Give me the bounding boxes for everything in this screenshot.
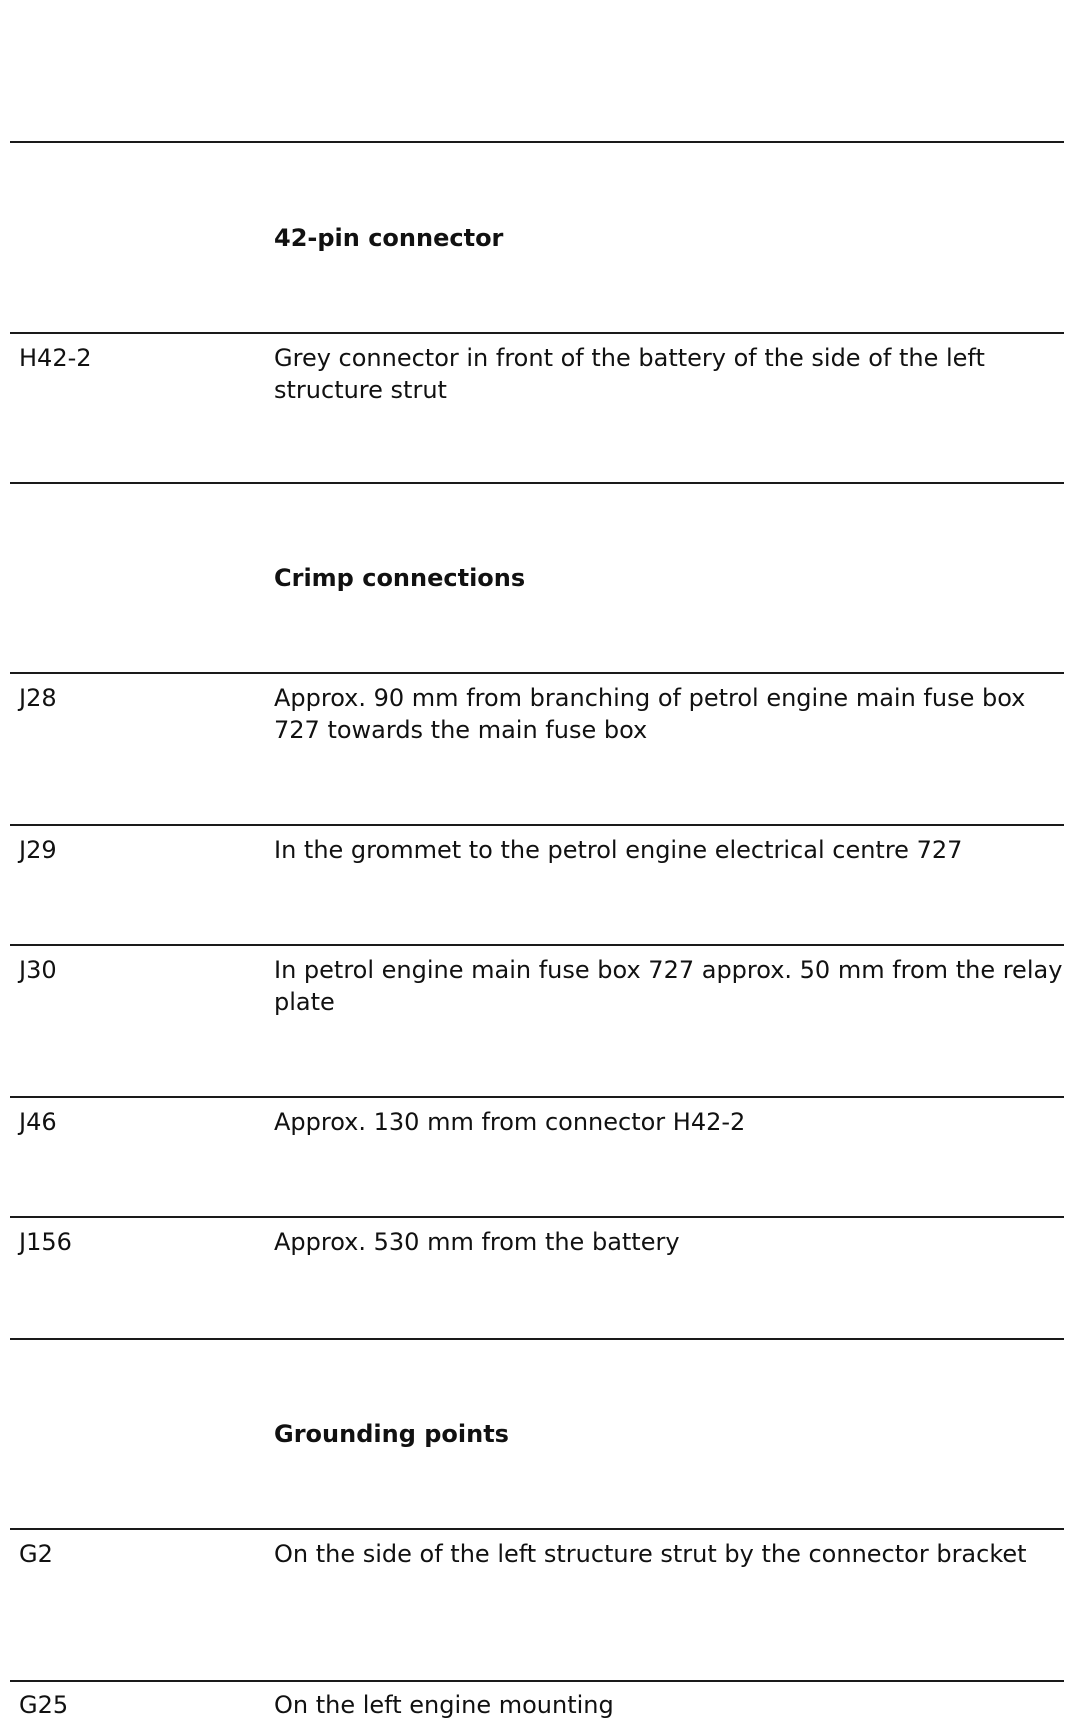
- row-divider: [10, 1528, 1064, 1530]
- row-code-h42-2: H42-2: [19, 344, 92, 372]
- section-divider: [10, 1338, 1064, 1340]
- row-divider: [10, 944, 1064, 946]
- row-divider: [10, 1216, 1064, 1218]
- row-code-g2: G2: [19, 1540, 53, 1568]
- row-description-j29: In the grommet to the petrol engine electrical centre 727: [274, 836, 963, 864]
- row-code-j156: J156: [19, 1228, 72, 1256]
- section-heading-grounding-points: Grounding points: [274, 1420, 509, 1448]
- row-divider: [10, 1096, 1064, 1098]
- row-code-j28: J28: [19, 684, 57, 712]
- row-code-j29: J29: [19, 836, 57, 864]
- row-divider: [10, 332, 1064, 334]
- row-divider: [10, 672, 1064, 674]
- row-code-j46: J46: [19, 1108, 57, 1136]
- row-description-j28: Approx. 90 mm from branching of petrol engine main fuse box 727 towards the main fuse box: [274, 684, 1026, 744]
- row-description-j46: Approx. 130 mm from connector H42-2: [274, 1108, 746, 1136]
- row-divider: [10, 1680, 1064, 1682]
- row-code-j30: J30: [19, 956, 57, 984]
- row-description-g25: On the left engine mounting: [274, 1691, 614, 1719]
- section-divider: [10, 141, 1064, 143]
- section-heading-crimp-connections: Crimp connections: [274, 564, 526, 592]
- row-description-h42-2: Grey connector in front of the battery of the side of the left structure strut: [274, 344, 985, 404]
- row-description-g2: On the side of the left structure strut by the connector bracket: [274, 1540, 1027, 1568]
- row-description-j30: In petrol engine main fuse box 727 approx. 50 mm from the relay plate: [274, 956, 1063, 1016]
- section-divider: [10, 482, 1064, 484]
- row-code-g25: G25: [19, 1691, 69, 1719]
- row-description-j156: Approx. 530 mm from the battery: [274, 1228, 680, 1256]
- row-divider: [10, 824, 1064, 826]
- section-heading-42-pin-connector: 42-pin connector: [274, 224, 504, 252]
